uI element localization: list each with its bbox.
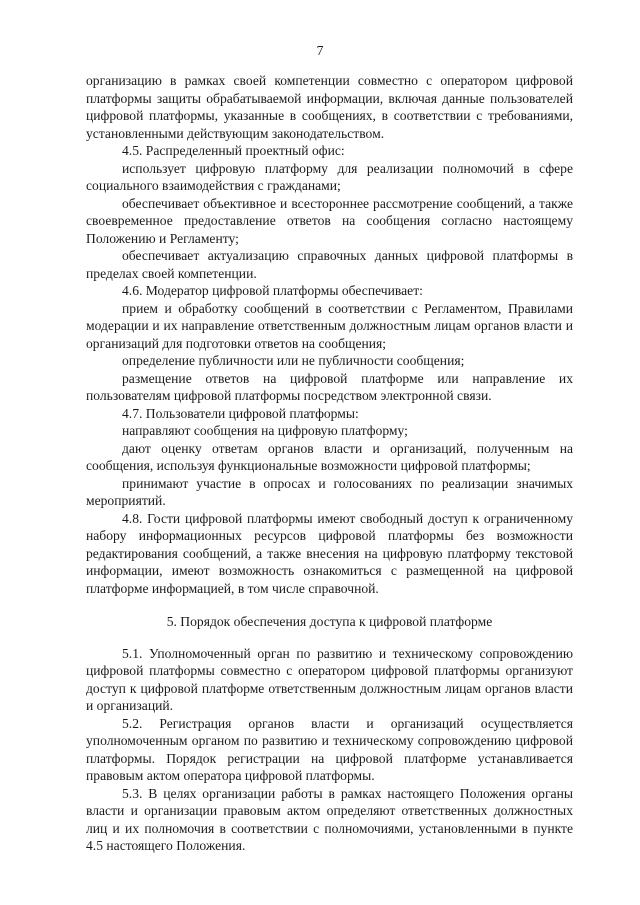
paragraph-5-2: 5.2. Регистрация органов власти и организаций осуществляется уполномоченным органом по развитию и техническому сопровождению цифровой платформы. Порядок регистрации на цифровой платформе устанавливается правовым актом оператора цифровой платформы. (86, 715, 573, 783)
paragraph-4-5-title: 4.5. Распределенный проектный офис: (122, 143, 345, 158)
paragraph-4-8: 4.8. Гости цифровой платформы имеют свободный доступ к ограниченному набору информационных ресурсов цифровой платформы без возможности редактирования сообщений, а также внесения на цифровую платформу текстовой информации, имеют возможность ознакомиться с размещенной на цифровой платформе информацией, в том числе справочной. (86, 510, 573, 596)
paragraph-continuation: организацию в рамках своей компетенции совместно с оператором цифровой платформы защиты обрабатываемой информации, включая данные пользователей цифровой платформы, указанные в сообщениях, в соответствии с требованиями, установленными действующим законодательством. (86, 73, 573, 141)
paragraph-5-3: 5.3. В целях организации работы в рамках настоящего Положения органы власти и организации правовым актом определяют ответственных должностных лиц и их полномочия в соответствии с полномочиями, установленными в пункте 4.5 настоящего Положения. (86, 785, 573, 853)
paragraph-4-5-item-3: обеспечивает актуализацию справочных данных цифровой платформы в пределах своей компетенции. (86, 248, 573, 281)
paragraph-4-7-item-1: направляют сообщения на цифровую платформу; (122, 423, 408, 438)
page-number: 7 (316, 43, 324, 58)
section-heading: 5. Порядок обеспечения доступа к цифровой платформе (166, 614, 493, 629)
paragraph-4-7-item-3: принимают участие в опросах и голосованиях по реализации значимых мероприятий. (86, 475, 573, 508)
paragraph-4-6-item-3: размещение ответов на цифровой платформе или направление их пользователям цифровой платформы посредством электронной связи. (86, 370, 573, 403)
paragraph-4-5-item-2: обеспечивает объективное и всестороннее рассмотрение сообщений, а также своевременное предоставление ответов на сообщения согласно настоящему Положению и Регламенту; (86, 195, 573, 246)
paragraph-4-5-item-1: использует цифровую платформу для реализации полномочий в сфере социального взаимодействия с гражданами; (86, 160, 573, 193)
paragraph-4-6-item-2: определение публичности или не публичности сообщения; (122, 353, 465, 368)
paragraph-4-7-title: 4.7. Пользователи цифровой платформы: (122, 405, 359, 421)
paragraph-4-6-title: 4.6. Модератор цифровой платформы обеспечивает: (122, 283, 423, 298)
document-body (86, 72, 573, 855)
paragraph-4-6-item-1: прием и обработку сообщений в соответствии с Регламентом, Правилами модерации и их направление ответственным должностным лицам органов власти и организаций для подготовки ответов на сообщения; (86, 300, 573, 351)
paragraph-4-7-item-2: дают оценку ответам органов власти и организаций, полученным на сообщения, используя функциональные возможности цифровой платформы; (86, 440, 573, 473)
paragraph-5-1: 5.1. Уполномоченный орган по развитию и техническому сопровождению цифровой платформы совместно с оператором цифровой платформы организуют доступ к цифровой платформе ответственным должностным лицам органов власти и организаций. (86, 645, 573, 713)
